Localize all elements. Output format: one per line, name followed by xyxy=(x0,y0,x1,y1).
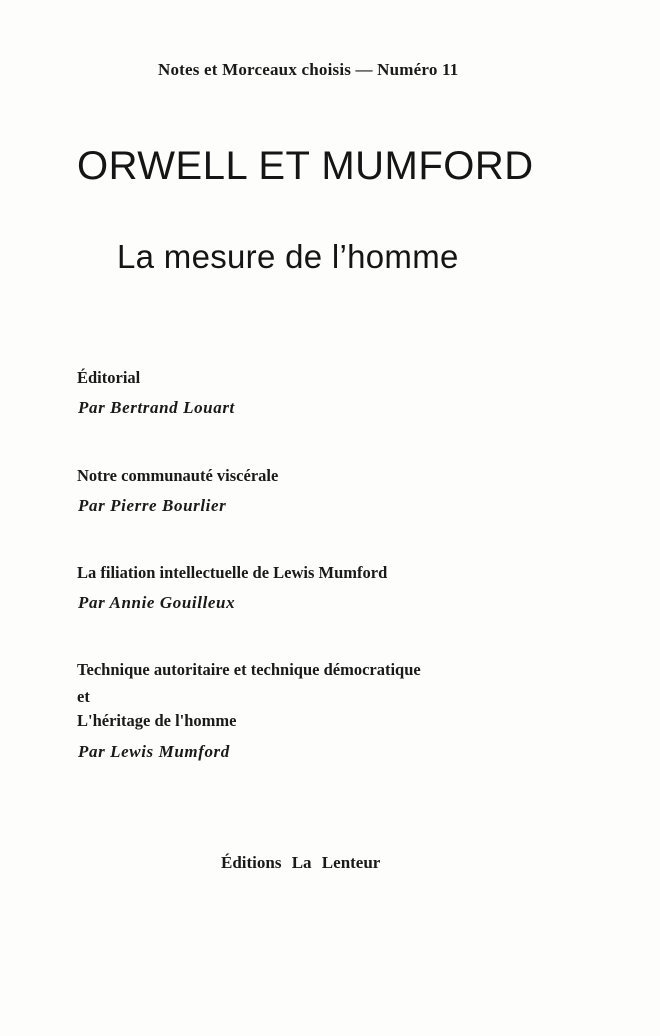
contents-entry-4-connector: et xyxy=(77,687,90,706)
contents-entry-2-author: Par Pierre Bourlier xyxy=(78,496,227,515)
book-subtitle: La mesure de l’homme xyxy=(117,238,459,275)
contents-entry-2-title: Notre communauté viscérale xyxy=(77,466,279,485)
contents-entry-4-title: Technique autoritaire et technique démocratique xyxy=(77,660,421,679)
contents-entry-4-author: Par Lewis Mumford xyxy=(78,742,230,761)
publisher-name: Éditions La Lenteur xyxy=(221,853,381,872)
contents-entry-3-author: Par Annie Gouilleux xyxy=(78,593,236,612)
contents-entry-3-title: La filiation intellectuelle de Lewis Mumford xyxy=(77,563,388,582)
book-title: ORWELL ET MUMFORD xyxy=(77,144,534,188)
contents-entry-1-title: Éditorial xyxy=(77,368,141,387)
series-line: Notes et Morceaux choisis — Numéro 11 xyxy=(158,60,459,79)
contents-entry-1-author: Par Bertrand Louart xyxy=(78,398,235,417)
contents-entry-4-title-2: L'héritage de l'homme xyxy=(77,711,237,730)
